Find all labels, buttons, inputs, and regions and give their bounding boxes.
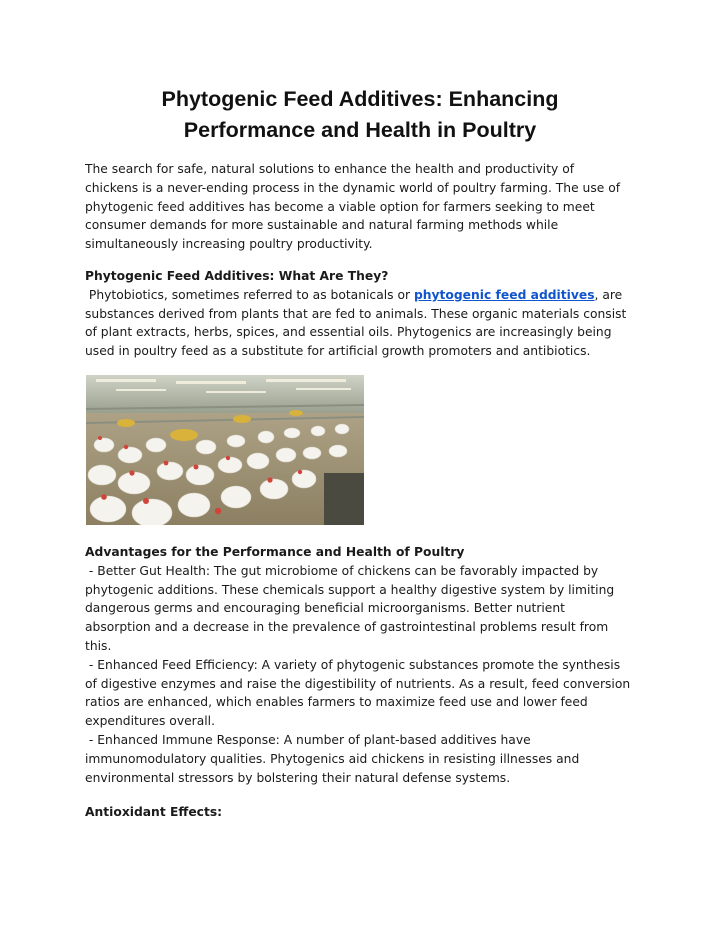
- section-line: of digestive enzymes and raise the digestibility of nutrients. As a result, feed conversion: [85, 676, 631, 691]
- section-line: absorption and a decrease in the prevalence of gastrointestinal problems result from: [85, 620, 609, 635]
- section-line: of plant extracts, herbs, spices, and essential oils. Phytogenics are increasingly being: [85, 325, 612, 340]
- section-line: environmental stressors by bolstering their natural defense systems.: [85, 770, 511, 785]
- intro-line: The search for safe, natural solutions to enhance the health and productivity of: [85, 162, 575, 176]
- section-line: ratios are enhanced, which enables farmers to maximize feed use and lower feed: [85, 695, 588, 710]
- section-line: expenditures overall.: [85, 714, 215, 729]
- phytogenic-feed-additives-link[interactable]: phytogenic feed additives: [413, 287, 595, 302]
- intro-line: consumer demands for more sustainable and natural farming methods while: [85, 218, 559, 233]
- section-heading: Antioxidant Effects:: [85, 805, 223, 819]
- section-line: - Better Gut Health: The gut microbiome of chickens can be favorably impacted by: [85, 563, 599, 578]
- section-heading: Phytogenic Feed Additives: What Are They?: [85, 269, 389, 283]
- section-line: immunomodulatory qualities. Phytogenics aid chickens in resisting illnesses and: [85, 751, 580, 766]
- title-line-2: Performance and Health in Poultry: [183, 118, 537, 142]
- section-line: dangerous germs and encouraging beneficial microorganisms. Better nutrient: [85, 601, 565, 616]
- section-line: substances derived from plants that are fed to animals. These organic materials consist: [85, 306, 627, 321]
- section-line: - Enhanced Feed Efficiency: A variety of phytogenic substances promote the synthesis: [85, 657, 621, 672]
- section-what-are-they: [85, 267, 650, 361]
- intro-line: chickens is a never-ending process in the dynamic world of poultry farming. The use of: [85, 180, 621, 195]
- text-run: Phytobiotics, sometimes referred to as botanicals or: [85, 287, 414, 302]
- title-line-1: Phytogenic Feed Additives: Enhancing: [161, 87, 559, 111]
- intro-paragraph: [85, 160, 650, 254]
- section-antioxidant: [85, 803, 650, 822]
- section-line: phytogenic additions. These chemicals support a healthy digestive system by limiting: [85, 582, 615, 597]
- section-line: used in poultry feed as a substitute for artificial growth promoters and antibiotics.: [85, 344, 591, 359]
- poultry-farm-photo: [86, 375, 364, 525]
- page-title: [60, 84, 660, 146]
- section-line: this.: [85, 638, 112, 653]
- text-run: , are: [594, 287, 623, 302]
- chickens-in-barn-image: [86, 375, 364, 525]
- intro-line: phytogenic feed additives has become a viable option for farmers seeking to meet: [85, 199, 595, 214]
- intro-line: simultaneously increasing poultry productivity.: [85, 237, 373, 252]
- section-advantages: [85, 543, 650, 787]
- section-line: - Enhanced Immune Response: A number of plant-based additives have: [85, 732, 531, 747]
- section-heading: Advantages for the Performance and Health of Poultry: [85, 545, 465, 559]
- section-line: [85, 286, 650, 305]
